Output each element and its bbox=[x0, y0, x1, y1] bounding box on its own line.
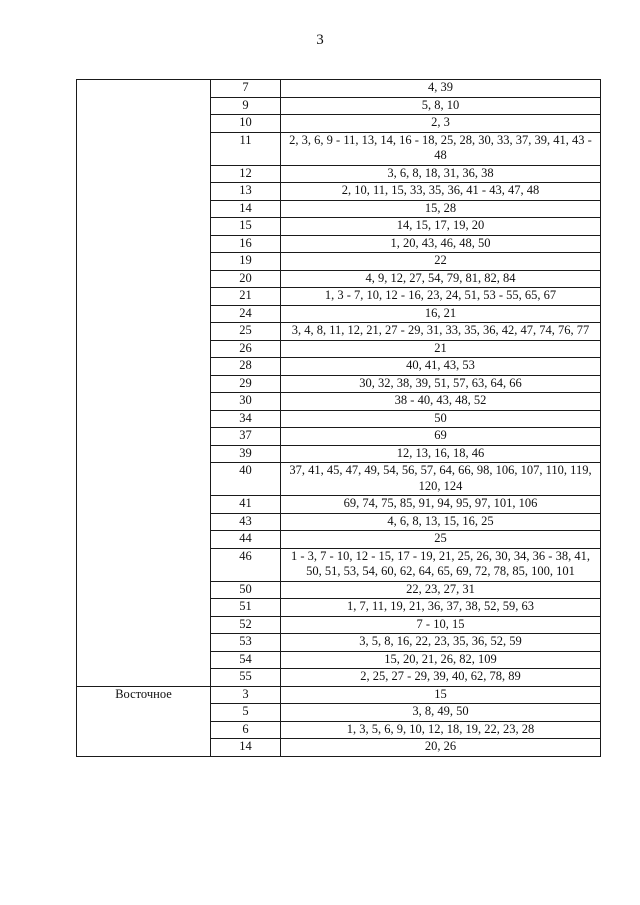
number-cell: 26 bbox=[211, 340, 281, 358]
values-cell: 40, 41, 43, 53 bbox=[281, 358, 601, 376]
data-table bbox=[76, 79, 601, 757]
values-cell: 22, 23, 27, 31 bbox=[281, 581, 601, 599]
values-cell: 4, 6, 8, 13, 15, 16, 25 bbox=[281, 513, 601, 531]
values-cell: 4, 39 bbox=[281, 80, 601, 98]
number-cell: 25 bbox=[211, 323, 281, 341]
table-row bbox=[77, 686, 601, 704]
number-cell: 28 bbox=[211, 358, 281, 376]
number-cell: 24 bbox=[211, 305, 281, 323]
values-cell: 5, 8, 10 bbox=[281, 97, 601, 115]
number-cell: 55 bbox=[211, 669, 281, 687]
number-cell: 14 bbox=[211, 200, 281, 218]
number-cell: 5 bbox=[211, 704, 281, 722]
number-cell: 53 bbox=[211, 634, 281, 652]
number-cell: 15 bbox=[211, 218, 281, 236]
values-cell: 4, 9, 12, 27, 54, 79, 81, 82, 84 bbox=[281, 270, 601, 288]
table-body bbox=[77, 80, 601, 757]
number-cell: 3 bbox=[211, 686, 281, 704]
values-cell: 1, 7, 11, 19, 21, 36, 37, 38, 52, 59, 63 bbox=[281, 599, 601, 617]
number-cell: 10 bbox=[211, 115, 281, 133]
values-cell: 14, 15, 17, 19, 20 bbox=[281, 218, 601, 236]
number-cell: 44 bbox=[211, 531, 281, 549]
number-cell: 46 bbox=[211, 548, 281, 581]
values-cell: 2, 3 bbox=[281, 115, 601, 133]
table-row bbox=[77, 80, 601, 98]
values-cell: 16, 21 bbox=[281, 305, 601, 323]
values-cell: 15, 28 bbox=[281, 200, 601, 218]
values-cell: 7 - 10, 15 bbox=[281, 616, 601, 634]
number-cell: 43 bbox=[211, 513, 281, 531]
values-cell: 38 - 40, 43, 48, 52 bbox=[281, 393, 601, 411]
values-cell: 12, 13, 16, 18, 46 bbox=[281, 445, 601, 463]
values-cell: 50 bbox=[281, 410, 601, 428]
values-cell: 20, 26 bbox=[281, 739, 601, 757]
number-cell: 19 bbox=[211, 253, 281, 271]
number-cell: 52 bbox=[211, 616, 281, 634]
values-cell: 1, 3, 5, 6, 9, 10, 12, 18, 19, 22, 23, 28 bbox=[281, 721, 601, 739]
number-cell: 51 bbox=[211, 599, 281, 617]
number-cell: 14 bbox=[211, 739, 281, 757]
number-cell: 12 bbox=[211, 165, 281, 183]
values-cell: 2, 10, 11, 15, 33, 35, 36, 41 - 43, 47, 48 bbox=[281, 183, 601, 201]
number-cell: 50 bbox=[211, 581, 281, 599]
page-number: 3 bbox=[316, 32, 324, 48]
values-cell: 30, 32, 38, 39, 51, 57, 63, 64, 66 bbox=[281, 375, 601, 393]
values-cell: 22 bbox=[281, 253, 601, 271]
number-cell: 41 bbox=[211, 496, 281, 514]
values-cell: 3, 6, 8, 18, 31, 36, 38 bbox=[281, 165, 601, 183]
values-cell: 1, 20, 43, 46, 48, 50 bbox=[281, 235, 601, 253]
number-cell: 9 bbox=[211, 97, 281, 115]
number-cell: 6 bbox=[211, 721, 281, 739]
number-cell: 34 bbox=[211, 410, 281, 428]
values-cell: 2, 25, 27 - 29, 39, 40, 62, 78, 89 bbox=[281, 669, 601, 687]
values-cell: 69, 74, 75, 85, 91, 94, 95, 97, 101, 106 bbox=[281, 496, 601, 514]
number-cell: 16 bbox=[211, 235, 281, 253]
values-cell: 25 bbox=[281, 531, 601, 549]
number-cell: 13 bbox=[211, 183, 281, 201]
number-cell: 29 bbox=[211, 375, 281, 393]
number-cell: 37 bbox=[211, 428, 281, 446]
values-cell: 69 bbox=[281, 428, 601, 446]
values-cell: 1, 3 - 7, 10, 12 - 16, 23, 24, 51, 53 - 55, 65, 67 bbox=[281, 288, 601, 306]
values-cell: 3, 5, 8, 16, 22, 23, 35, 36, 52, 59 bbox=[281, 634, 601, 652]
number-cell: 11 bbox=[211, 132, 281, 165]
values-cell: 1 - 3, 7 - 10, 12 - 15, 17 - 19, 21, 25, 26, 30, 34, 36 - 38, 41, 50, 51, 53, 54, 60, 62, 64, 65, 69, 72, 78, 85, 100, 101 bbox=[281, 548, 601, 581]
values-cell: 2, 3, 6, 9 - 11, 13, 14, 16 - 18, 25, 28, 30, 33, 37, 39, 41, 43 - 48 bbox=[281, 132, 601, 165]
number-cell: 7 bbox=[211, 80, 281, 98]
number-cell: 30 bbox=[211, 393, 281, 411]
number-cell: 21 bbox=[211, 288, 281, 306]
region-cell: Восточное bbox=[77, 686, 211, 756]
values-cell: 15 bbox=[281, 686, 601, 704]
values-cell: 37, 41, 45, 47, 49, 54, 56, 57, 64, 66, 98, 106, 107, 110, 119, 120, 124 bbox=[281, 463, 601, 496]
number-cell: 39 bbox=[211, 445, 281, 463]
region-cell bbox=[77, 80, 211, 687]
values-cell: 15, 20, 21, 26, 82, 109 bbox=[281, 651, 601, 669]
values-cell: 21 bbox=[281, 340, 601, 358]
number-cell: 54 bbox=[211, 651, 281, 669]
number-cell: 20 bbox=[211, 270, 281, 288]
values-cell: 3, 4, 8, 11, 12, 21, 27 - 29, 31, 33, 35, 36, 42, 47, 74, 76, 77 bbox=[281, 323, 601, 341]
number-cell: 40 bbox=[211, 463, 281, 496]
values-cell: 3, 8, 49, 50 bbox=[281, 704, 601, 722]
